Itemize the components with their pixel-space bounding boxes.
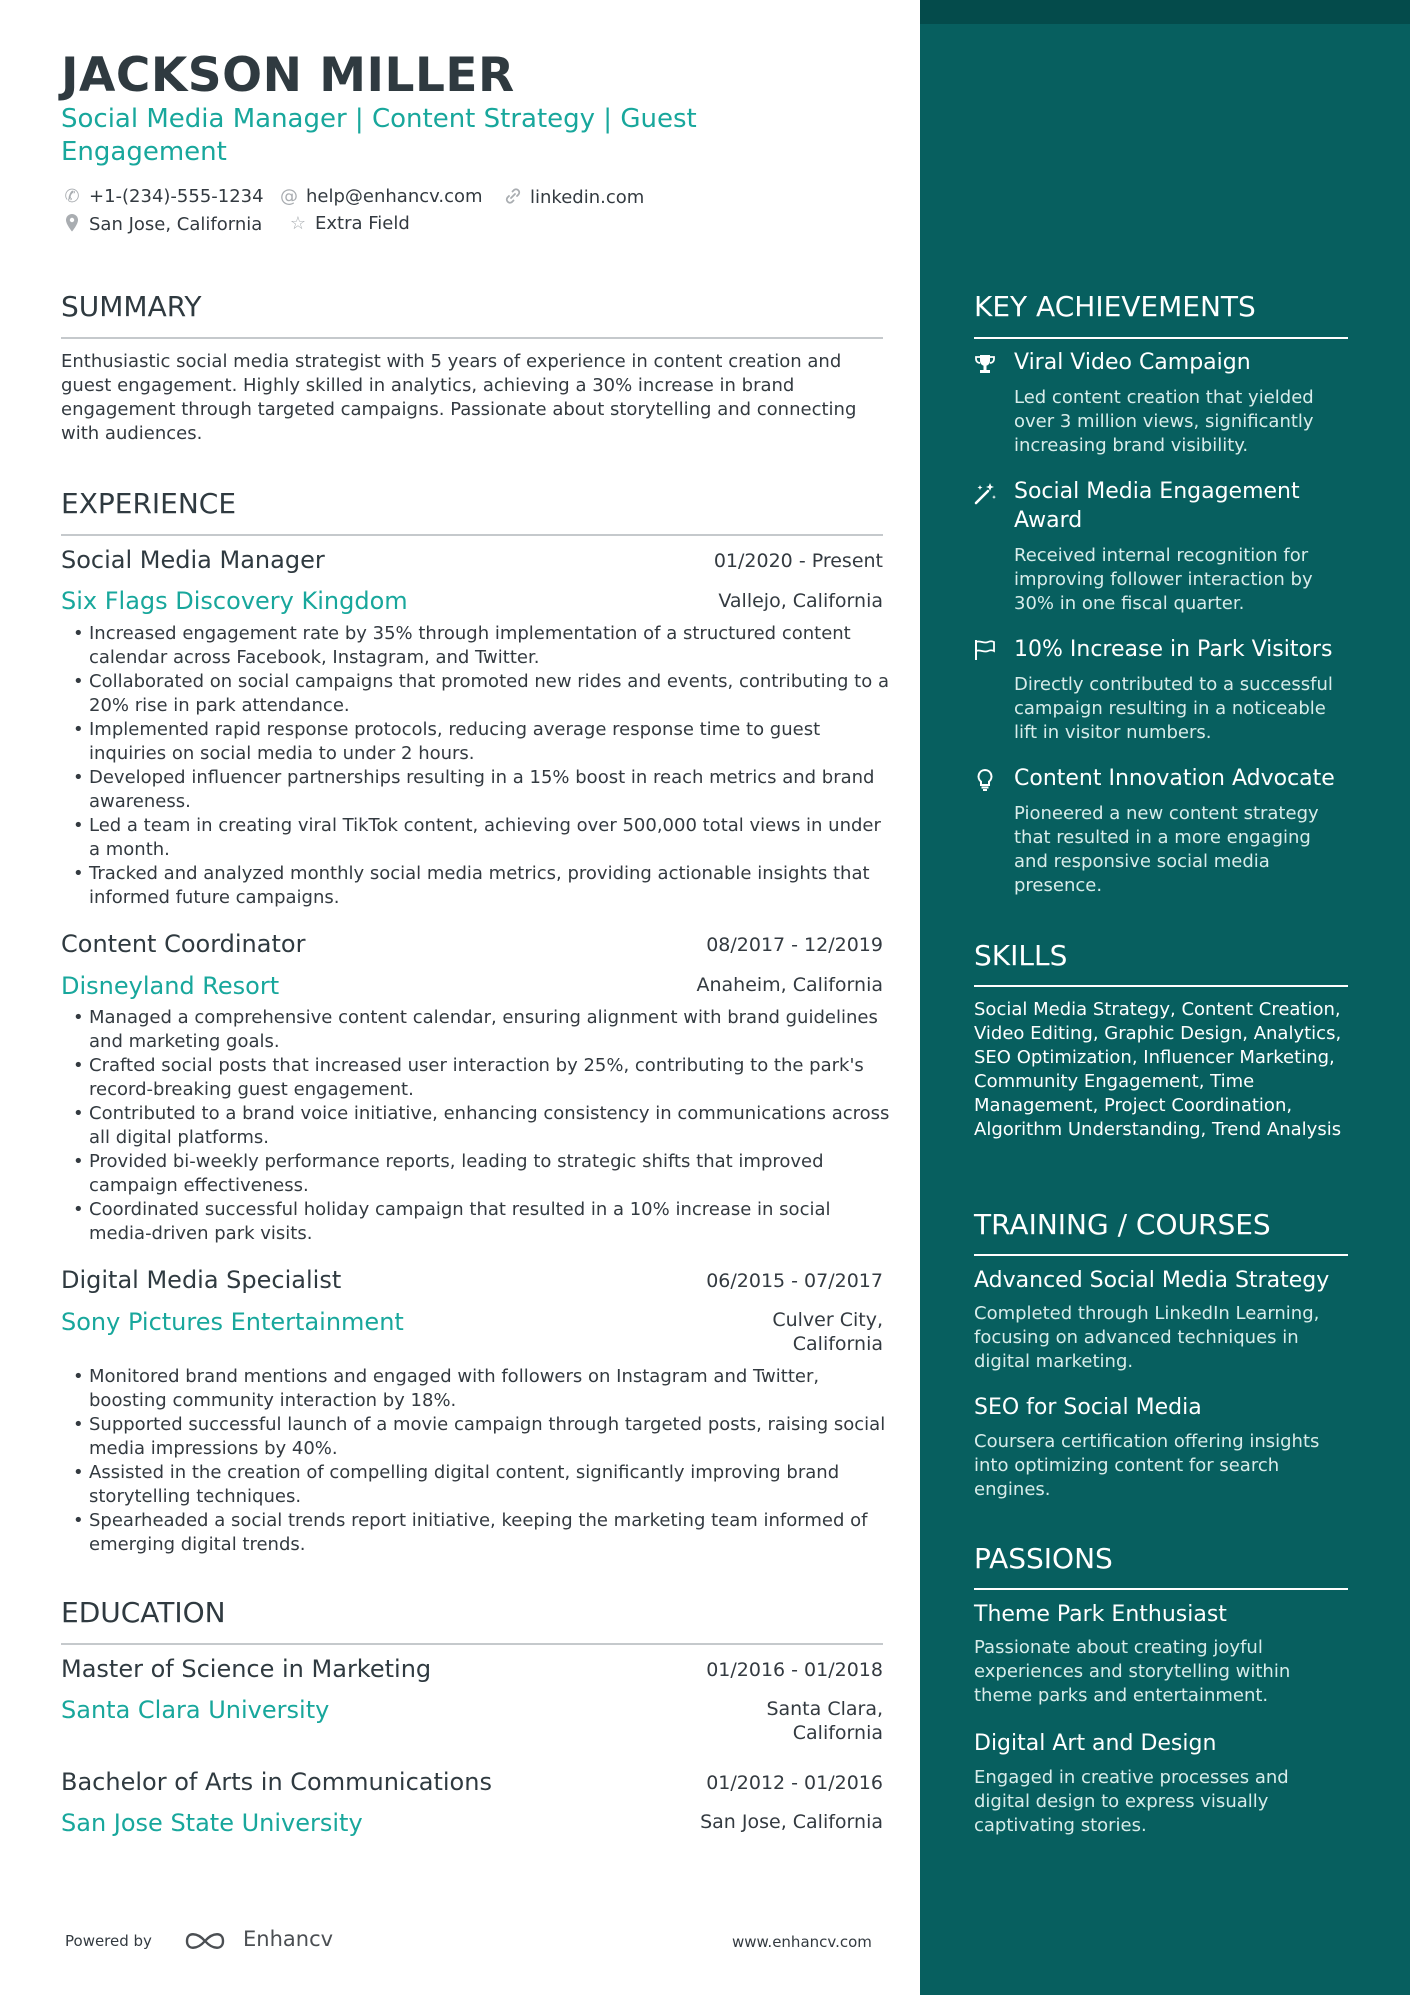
- achievements-title: KEY ACHIEVEMENTS: [974, 290, 1256, 323]
- achievement-title: 10% Increase in Park Visitors: [1014, 637, 1333, 662]
- bullet-item: • Provided bi-weekly performance reports, leading to strategic shifts that improved campaign effectiveness.: [61, 1150, 893, 1198]
- bullet-item: • Led a team in creating viral TikTok content, achieving over 500,000 total views in under a month.: [61, 814, 893, 862]
- location-pin-icon: [61, 213, 83, 235]
- experience-title: EXPERIENCE: [61, 487, 237, 520]
- location-line: California: [792, 1333, 883, 1355]
- footer-powered-by: Powered by: [65, 1932, 152, 1950]
- star-icon: ☆: [289, 213, 307, 234]
- bullet-item: • Increased engagement rate by 35% through implementation of a structured content calendar across Facebook, Instagram, and Twitter.: [61, 622, 893, 670]
- location-line: California: [792, 1722, 883, 1744]
- education-title: EDUCATION: [61, 1596, 226, 1629]
- location-line: Santa Clara,: [766, 1698, 883, 1720]
- passion-desc: Passionate about creating joyful experiences and storytelling within theme parks and entertainment.: [974, 1637, 1291, 1706]
- bullet-item: • Managed a comprehensive content calendar, ensuring alignment with brand guidelines and marketing goals.: [61, 1006, 893, 1054]
- company-name: Disneyland Resort: [61, 972, 280, 1000]
- sidebar-divider: [974, 985, 1348, 987]
- course-title: Advanced Social Media Strategy: [974, 1268, 1330, 1293]
- job-location: Anaheim, California: [696, 974, 883, 996]
- footer-url[interactable]: www.enhancv.com: [732, 1933, 872, 1951]
- email-text[interactable]: help@enhancv.com: [306, 186, 483, 207]
- achievement-desc: Received internal recognition for improving follower interaction by 30% in one fiscal quarter.: [1014, 545, 1313, 614]
- contact-email[interactable]: [278, 186, 483, 207]
- sidebar-divider: [974, 337, 1348, 339]
- school-location: San Jose, California: [700, 1811, 883, 1833]
- sidebar-divider: [974, 1254, 1348, 1256]
- bullet-item: • Supported successful launch of a movie campaign through targeted posts, raising social media impressions by 40%.: [61, 1413, 893, 1461]
- sidebar-divider: [974, 1588, 1348, 1590]
- school-name: San Jose State University: [61, 1809, 363, 1837]
- sidebar-top-bar: [920, 0, 1410, 24]
- magic-wand-icon: [972, 481, 998, 507]
- job-bullets: [61, 1006, 893, 1246]
- school-location: [766, 1697, 883, 1745]
- trophy-icon: [972, 351, 998, 377]
- bullet-item: • Monitored brand mentions and engaged with followers on Instagram and Twitter, boosting community interaction by 18%.: [61, 1365, 893, 1413]
- summary-title: SUMMARY: [61, 290, 202, 323]
- achievement-title: Content Innovation Advocate: [1014, 766, 1335, 791]
- skills-text: Social Media Strategy, Content Creation, Video Editing, Graphic Design, Analytics, SEO Optimization, Influencer Marketing, Community Engagement, Time Management, Project Coordination, Algorithm Understanding, Trend Analysis: [974, 999, 1342, 1140]
- headline-line: Social Media Manager | Content Strategy | Guest: [61, 104, 697, 134]
- bullet-item: • Collaborated on social campaigns that promoted new rides and events, contributing to a 20% rise in park attendance.: [61, 670, 893, 718]
- contact-phone: [61, 186, 264, 207]
- job-title: Social Media Manager: [61, 546, 325, 574]
- summary-text: Enthusiastic social media strategist with 5 years of experience in content creation and guest engagement. Highly skilled in analytics, achieving a 30% increase in brand engagement through targeted campaigns. Passionate about storytelling and connecting with audiences.: [61, 351, 857, 444]
- location-line: Culver City,: [772, 1309, 883, 1331]
- degree-title: Master of Science in Marketing: [61, 1655, 432, 1683]
- contact-linkedin[interactable]: [502, 186, 644, 208]
- bullet-item: • Tracked and analyzed monthly social media metrics, providing actionable insights that informed future campaigns.: [61, 862, 893, 910]
- achievement-desc: Directly contributed to a successful campaign resulting in a noticeable lift in visitor numbers.: [1014, 674, 1333, 743]
- passion-desc: Engaged in creative processes and digital design to express visually captivating stories.: [974, 1767, 1289, 1836]
- achievement-title: Social Media Engagement Award: [1014, 479, 1300, 533]
- link-icon: [502, 186, 524, 208]
- bullet-item: • Developed influencer partnerships resulting in a 15% boost in reach metrics and brand awareness.: [61, 766, 893, 814]
- achievement-title: Viral Video Campaign: [1014, 350, 1251, 375]
- training-title: TRAINING / COURSES: [974, 1208, 1271, 1241]
- at-icon: @: [280, 186, 298, 207]
- section-divider: [61, 337, 883, 339]
- job-dates: 01/2020 - Present: [713, 550, 883, 572]
- job-title: Digital Media Specialist: [61, 1266, 342, 1294]
- degree-title: Bachelor of Arts in Communications: [61, 1768, 492, 1796]
- phone-icon: ✆: [64, 186, 80, 207]
- linkedin-text[interactable]: linkedin.com: [530, 187, 645, 208]
- headline-line: Engagement: [61, 137, 227, 167]
- job-bullets: [61, 1365, 893, 1557]
- course-desc: Completed through LinkedIn Learning, focusing on advanced techniques in digital marketing.: [974, 1303, 1320, 1372]
- phone-text: +1-(234)-555-1234: [89, 186, 264, 207]
- contact-extra: [287, 213, 410, 234]
- bullet-item: • Spearheaded a social trends report initiative, keeping the marketing team informed of emerging digital trends.: [61, 1509, 893, 1557]
- passions-title: PASSIONS: [974, 1542, 1113, 1575]
- bullet-item: • Assisted in the creation of compelling digital content, significantly improving brand storytelling techniques.: [61, 1461, 893, 1509]
- achievement-desc: Pioneered a new content strategy that resulted in a more engaging and responsive social media presence.: [1014, 803, 1319, 896]
- company-name: Sony Pictures Entertainment: [61, 1308, 404, 1336]
- school-name: Santa Clara University: [61, 1696, 330, 1724]
- skills-title: SKILLS: [974, 939, 1068, 972]
- company-name: Six Flags Discovery Kingdom: [61, 587, 408, 615]
- job-title: Content Coordinator: [61, 930, 306, 958]
- contact-location: [61, 213, 262, 235]
- bullet-item: • Contributed to a brand voice initiative, enhancing consistency in communications across all digital platforms.: [61, 1102, 893, 1150]
- passion-title: Digital Art and Design: [974, 1731, 1217, 1756]
- bullet-item: • Implemented rapid response protocols, reducing average response time to guest inquiries on social media to under 2 hours.: [61, 718, 893, 766]
- job-location: [772, 1308, 883, 1356]
- flag-icon: [972, 637, 998, 663]
- candidate-name: JACKSON MILLER: [61, 48, 515, 103]
- job-dates: 08/2017 - 12/2019: [706, 934, 883, 956]
- headline: [61, 103, 701, 169]
- location-text: San Jose, California: [89, 214, 263, 235]
- lightbulb-icon: [972, 767, 998, 793]
- passion-title: Theme Park Enthusiast: [974, 1602, 1227, 1627]
- footer-brand: Enhancv: [243, 1927, 334, 1951]
- job-dates: 06/2015 - 07/2017: [706, 1270, 883, 1292]
- education-dates: 01/2012 - 01/2016: [706, 1772, 883, 1794]
- education-dates: 01/2016 - 01/2018: [706, 1659, 883, 1681]
- extra-text: Extra Field: [315, 213, 410, 234]
- course-desc: Coursera certification offering insights into optimizing content for search engines.: [974, 1431, 1320, 1500]
- bullet-item: • Coordinated successful holiday campaign that resulted in a 10% increase in social media-driven park visits.: [61, 1198, 893, 1246]
- bullet-item: • Crafted social posts that increased user interaction by 25%, contributing to the park's record-breaking guest engagement.: [61, 1054, 893, 1102]
- job-bullets: [61, 622, 893, 910]
- section-divider: [61, 1643, 883, 1645]
- course-title: SEO for Social Media: [974, 1395, 1202, 1420]
- achievement-desc: Led content creation that yielded over 3 million views, significantly increasing brand visibility.: [1014, 387, 1314, 456]
- section-divider: [61, 534, 883, 536]
- job-location: Vallejo, California: [718, 590, 883, 612]
